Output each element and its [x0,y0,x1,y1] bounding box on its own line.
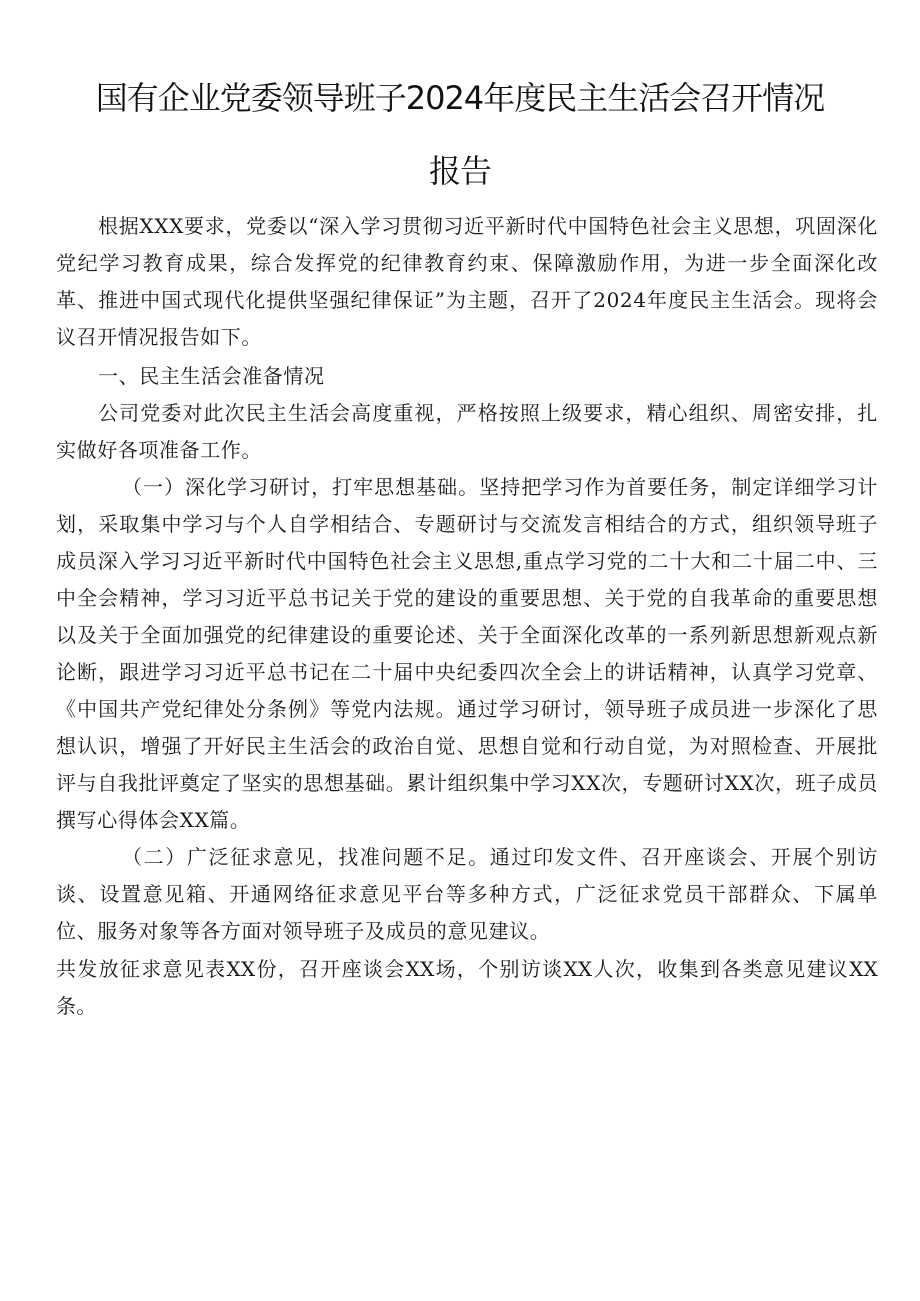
section-heading-1: 一、民主生活会准备情况 [98,364,325,388]
section-1-intro-paragraph: 公司党委对此次民主生活会高度重视，严格按照上级要求，精心组织、周密安排，扎实做好各项准备工作。 [56,401,878,462]
document-title-line-2: 报告 [428,152,491,190]
subsection-1-paragraph: （一）深化学习研讨，打牢思想基础。坚持把学习作为首要任务，制定详细学习计划，采取集中学习与个人自学相结合、专题研讨与交流发言相结合的方式，组织领导班子成员深入学习习近平新时代中国特色社会主义思想,重点学习党的二十大和二十届二中、三中全会精神，学习习近平总书记关于党的建设的重要思想、关于党的自我革命的重要思想以及关于全面加强党的纪律建设的重要论述、关于全面深化改革的一系列新思想新观点新论断，跟进学习习近平总书记在二十届中央纪委四次全会上的讲话精神，认真学习党章、《中国共产党纪律处分条例》等党内法规。通过学习研讨，领导班子成员进一步深化了思想认识，增强了开好民主生活会的政治自觉、思想自觉和行动自觉，为对照检查、开展批评与自我批评奠定了坚实的思想基础。累计组织集中学习XX次，专题研讨XX次，班子成员撰写心得体会XX篇。 [56,475,878,832]
document-body [56,208,878,1025]
subsection-2-paragraph: （二）广泛征求意见，找准问题不足。通过印发文件、召开座谈会、开展个别访谈、设置意见箱、开通网络征求意见平台等多种方式，广泛征求党员干部群众、下属单位、服务对象等各方面对领导班子及成员的意见建议。 [56,845,878,943]
document-title-line-1: 国有企业党委领导班子2024年度民主生活会召开情况 [95,79,825,117]
statistics-paragraph: 共发放征求意见表XX份，召开座谈会XX场，个别访谈XX人次，收集到各类意见建议XX条。 [56,957,878,1018]
intro-paragraph: 根据XXX要求，党委以“深入学习贯彻习近平新时代中国特色社会主义思想，巩固深化党纪学习教育成果，综合发挥党的纪律教育约束、保障激励作用，为进一步全面深化改革、推进中国式现代化提供坚强纪律保证”为主题，召开了2024年度民主生活会。现将会议召开情况报告如下。 [56,214,878,349]
